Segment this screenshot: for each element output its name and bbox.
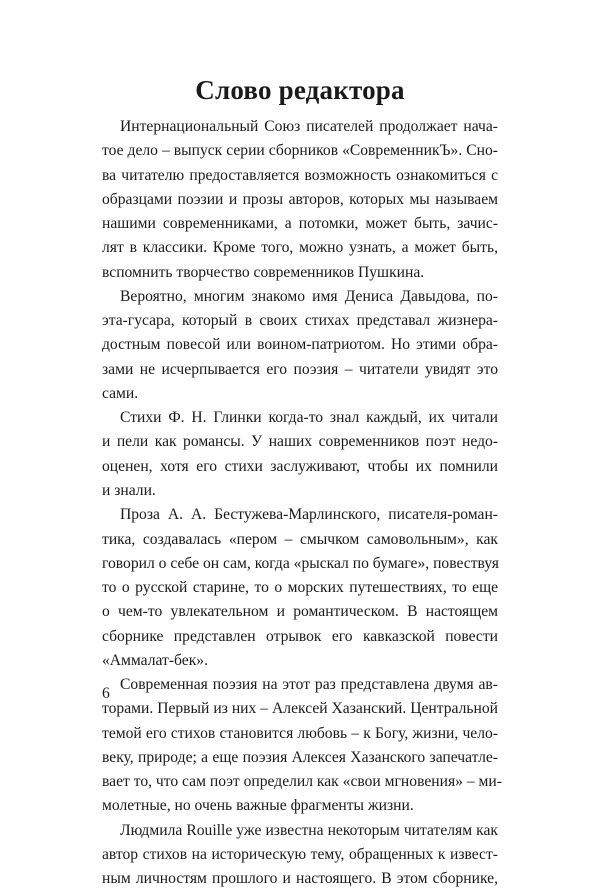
text-line: Современная поэзия на этот раз представлена двумя ав- (120, 676, 498, 694)
text-line: эта-гусара, который в своих стихах представал жизнера- (102, 312, 498, 330)
page-number: 6 (102, 685, 110, 702)
text-line: тое дело – выпуск серии сборников «СовременникЪ». Сно- (102, 142, 498, 160)
text-line: торами. Первый из них – Алексей Хазанский. Центральной (102, 700, 498, 718)
text-line: лят в классики. Кроме того, можно узнать, а может быть, (102, 239, 498, 257)
text-line: сборнике представлен отрывок его кавказской повести (102, 627, 498, 645)
text-line: молетные, но очень важные фрагменты жизни. (102, 797, 414, 815)
text-line: «Аммалат-бек». (102, 651, 208, 669)
body-text (102, 115, 502, 892)
text-line: вспомнить творчество современников Пушкина. (102, 263, 425, 281)
text-line: о чем-то увлекательном и романтическом. В настоящем (102, 603, 498, 621)
text-line: и знали. (102, 481, 156, 499)
text-line: то о русской старине, то о морских путешествиях, то еще (102, 579, 498, 597)
text-line: зами не исчерпывается его поэзия – читатели увидят это (102, 360, 498, 378)
text-line: говорил о себе он сам, когда «рыскал по бумаге», повествуя (102, 554, 499, 572)
text-line: автор стихов на историческую тему, обращенных к извест- (102, 845, 498, 863)
text-line: образцами поэзии и прозы авторов, которых мы называем (102, 190, 498, 208)
text-line: оценен, хотя его стихи заслуживают, чтобы их помнили (102, 457, 498, 475)
text-line: Стихи Ф. Н. Глинки когда-то знал каждый, их читали (120, 409, 498, 427)
text-line: Вероятно, многим знакомо имя Дениса Давыдова, по- (120, 287, 498, 305)
text-line: и пели как романсы. У наших современников поэт недо- (102, 433, 498, 451)
text-line: Интернациональный Союз писателей продолжает нача- (120, 118, 498, 135)
text-line: Людмила Rouille уже известна некоторым читателям как (120, 821, 498, 839)
text-line: сами. (102, 384, 139, 402)
text-line: тика, создавалась «пером – смычком самовольным», как (102, 530, 498, 548)
text-line: достным повесой или воином-патриотом. Но этими обра- (102, 336, 498, 354)
text-line: темой его стихов становится любовь – к Богу, жизни, чело- (102, 724, 498, 742)
text-line: вает то, что сам поэт определил как «свои мгновения» – ми- (102, 773, 502, 791)
text-line: веку, природе; а еще поэзия Алексея Хазанского запечатле- (102, 748, 498, 766)
text-line: Проза А. А. Бестужева-Марлинского, писателя-роман- (120, 506, 498, 524)
text-line: ным личностям прошлого и настоящего. В этом сборнике, (102, 870, 498, 888)
text-line: нашими современниками, а потомки, может быть, зачис- (102, 215, 498, 233)
text-line: ва читателю предоставляется возможность ознакомиться с (102, 166, 498, 184)
page-title: Слово редактора (195, 75, 405, 105)
